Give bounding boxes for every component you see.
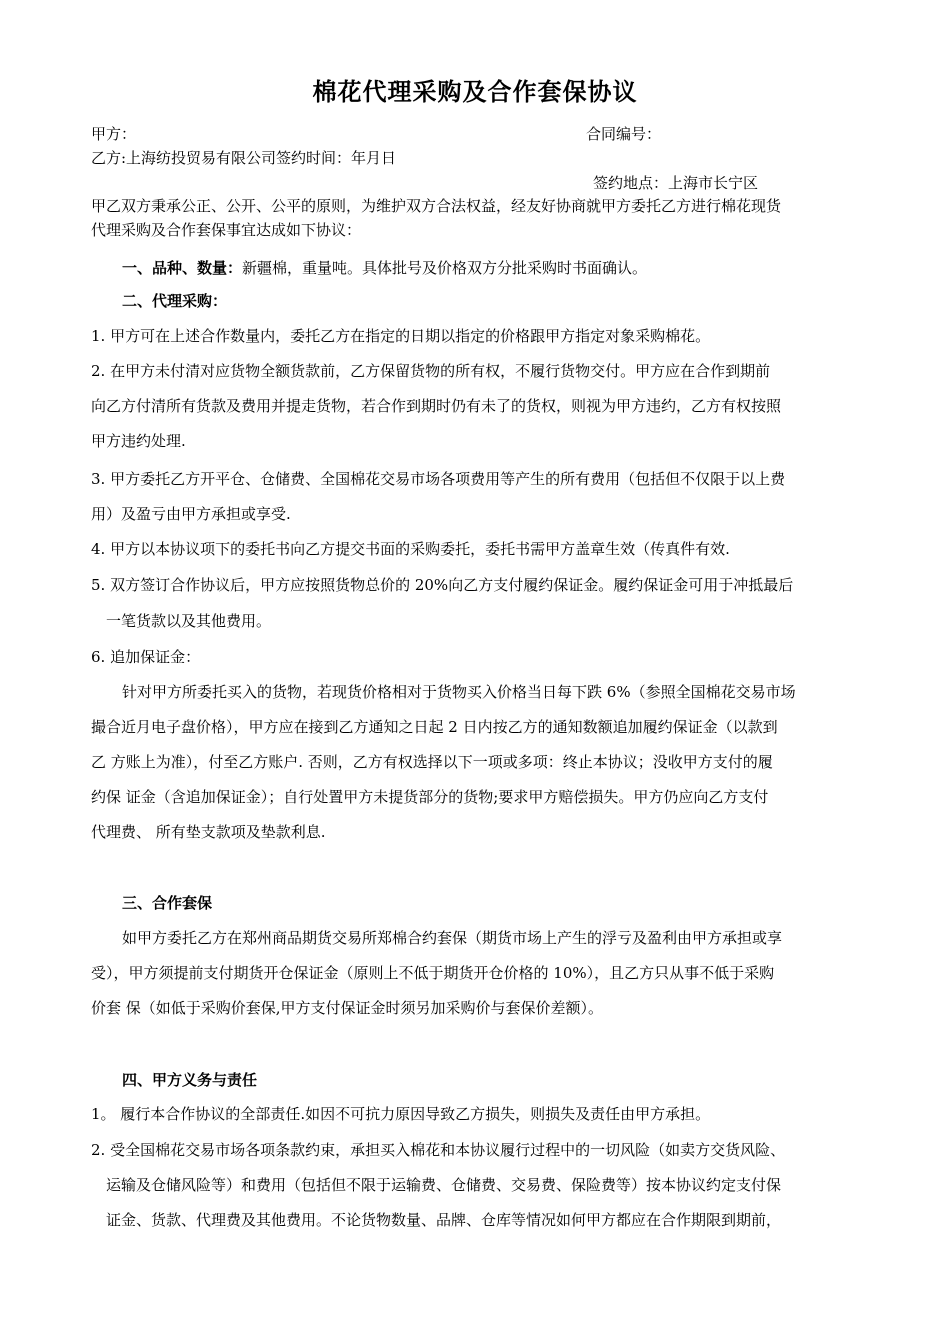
section-3-line-1: 如甲方委托乙方在郑州商品期货交易所郑棉合约套保（期货市场上产生的浮亏及盈利由甲方承担或享 (122, 929, 783, 947)
intro-line-1: 甲乙双方秉承公正、公开、公平的原则，为维护双方合法权益，经友好协商就甲方委托乙方进行棉花现货 (91, 197, 782, 215)
clause-2-3-line-1: 3. 甲方委托乙方开平仓、仓储费、全国棉花交易市场各项费用等产生的所有费用（包括但不仅限于以上费 (91, 470, 786, 488)
clause-2-6-line-4: 约保 证金（含追加保证金）；自行处置甲方未提货部分的货物;要求甲方赔偿损失。甲方仍应向乙方支付 (91, 788, 769, 806)
clause-4-1: 1。 履行本合作协议的全部责任.如因不可抗力原因导致乙方损失，则损失及责任由甲方承担。 (91, 1105, 711, 1123)
clause-4-2-line-2: 运输及仓储风险等）和费用（包括但不限于运输费、仓储费、交易费、保险费等）按本协议约定支付保 (106, 1176, 782, 1194)
signing-location: 签约地点：上海市长宁区 (593, 174, 759, 192)
section-1 (122, 258, 647, 278)
clause-2-6-line-5: 代理费、 所有垫支款项及垫款利息. (91, 823, 326, 841)
clause-2-6-line-3: 乙 方账上为准），付至乙方账户. 否则，乙方有权选择以下一项或多项：终止本协议；没收甲方支付的履 (91, 753, 773, 771)
clause-2-3-line-2: 用）及盈亏由甲方承担或享受. (91, 505, 291, 523)
document-title: 棉花代理采购及合作套保协议 (312, 78, 638, 106)
section-3-line-3: 价套 保（如低于采购价套保,甲方支付保证金时须另加采购价与套保价差额）。 (91, 999, 604, 1017)
clause-4-2-line-3: 证金、货款、代理费及其他费用。不论货物数量、品牌、仓库等情况如何甲方都应在合作期限到期前， (106, 1211, 782, 1229)
party-b-line: 乙方:上海纺投贸易有限公司签约时间：年月日 (91, 149, 397, 167)
clause-4-2-line-1: 2. 受全国棉花交易市场各项条款约束，承担买入棉花和本协议履行过程中的一切风险（如卖方交货风险、 (91, 1141, 786, 1159)
section-1-text: 新疆棉，重量吨。具体批号及价格双方分批采购时书面确认。 (242, 259, 648, 277)
clause-2-6-line-1: 针对甲方所委托买入的货物，若现货价格相对于货物买入价格当日每下跌 6%（参照全国棉花交易市场 (122, 683, 796, 701)
section-4-heading: 四、甲方义务与责任 (122, 1071, 258, 1089)
clause-2-5-line-2: 一笔货款以及其他费用。 (106, 612, 272, 630)
clause-2-1: 1. 甲方可在上述合作数量内，委托乙方在指定的日期以指定的价格跟甲方指定对象采购棉花。 (91, 327, 711, 345)
clause-2-2-line-2: 向乙方付清所有货款及费用并提走货物，若合作到期时仍有未了的货权，则视为甲方违约，乙方有权按照 (91, 397, 782, 415)
clause-2-2-line-1: 2. 在甲方未付清对应货物全额货款前，乙方保留货物的所有权，不履行货物交付。甲方应在合作到期前 (91, 362, 771, 380)
clause-2-2-line-3: 甲方违约处理. (91, 432, 186, 450)
intro-line-2: 代理采购及合作套保事宜达成如下协议： (91, 221, 362, 239)
clause-2-4: 4. 甲方以本协议项下的委托书向乙方提交书面的采购委托，委托书需甲方盖章生效（传真件有效. (91, 540, 730, 558)
section-3-line-2: 受），甲方须提前支付期货开仓保证金（原则上不低于期货开仓价格的 10%），且乙方只从事不低于采购 (91, 964, 775, 982)
contract-number-label: 合同编号： (586, 125, 662, 143)
section-3-heading: 三、合作套保 (122, 894, 213, 912)
clause-2-6-heading: 6. 追加保证金： (91, 648, 201, 666)
clause-2-6-line-2: 撮合近月电子盘价格），甲方应在接到乙方通知之日起 2 日内按乙方的通知数额追加履约保证金（以款到 (91, 718, 778, 736)
party-a-label: 甲方： (91, 125, 137, 143)
section-1-heading: 一、品种、数量： (122, 259, 243, 277)
clause-2-5-line-1: 5. 双方签订合作协议后，甲方应按照货物总价的 20%向乙方支付履约保证金。履约保证金可用于冲抵最后 (91, 576, 794, 594)
section-2-heading: 二、代理采购： (122, 292, 228, 310)
